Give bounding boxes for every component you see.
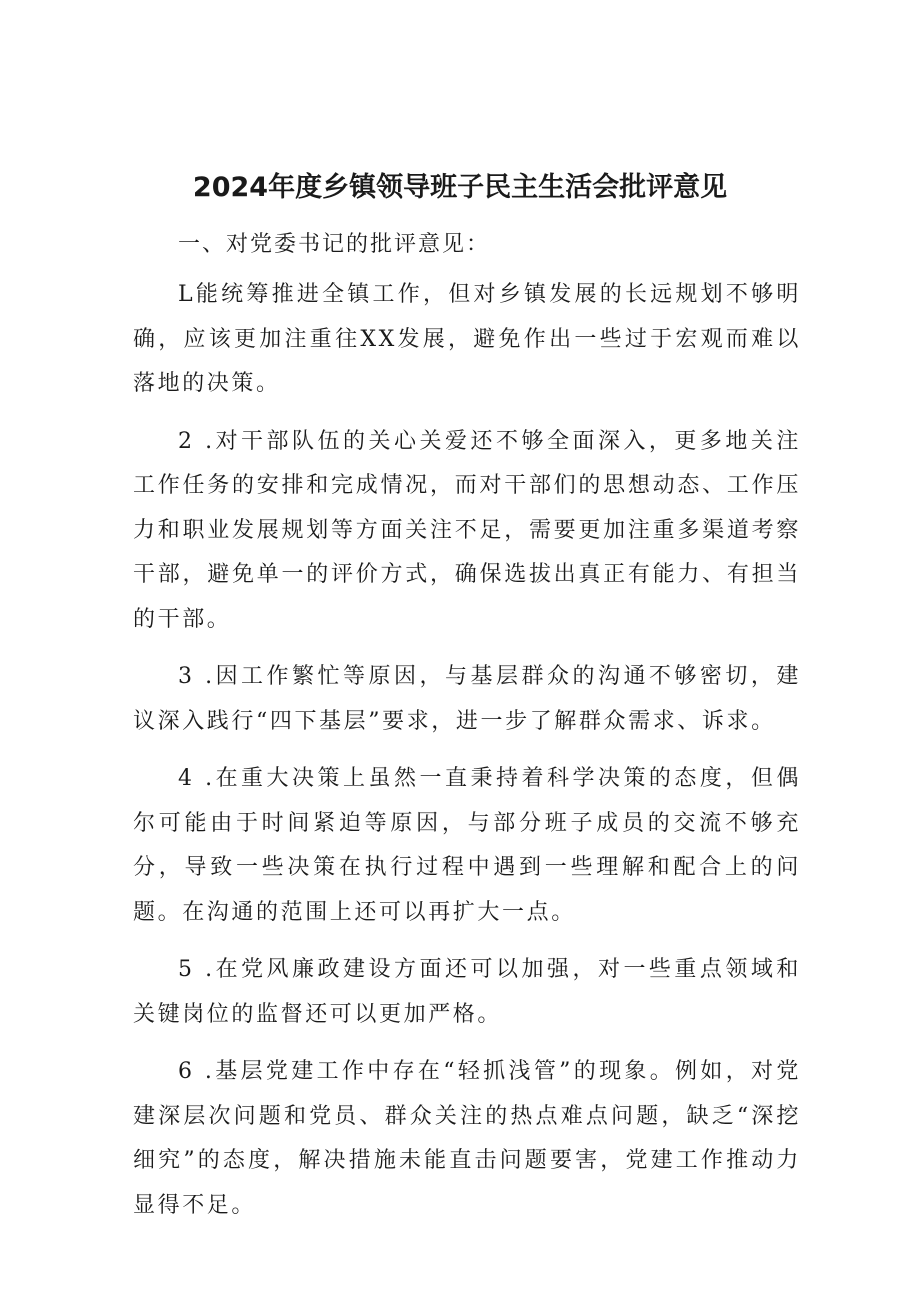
paragraph-6: 6 .基层党建工作中存在“轻抓浅管”的现象。例如，对党建深层次问题和党员、群众关注的热点难点问题，缺乏“深挖细究”的态度，解决措施未能直击问题要害，党建工作推动力显得不足。 <box>133 1059 801 1218</box>
paragraph-1: L能统筹推进全镇工作，但对乡镇发展的长远规划不够明确，应该更加注重往XX发展，避免作出一些过于宏观而难以落地的决策。 <box>133 282 801 396</box>
paragraph-5: 5 .在党风廉政建设方面还可以加强，对一些重点领域和关键岗位的监督还可以更加严格。 <box>133 957 801 1027</box>
document-body <box>133 273 801 1241</box>
section-heading: 一、对党委书记的批评意见： <box>178 232 491 257</box>
document-title: 2024年度乡镇领导班子民主生活会批评意见 <box>192 172 728 203</box>
paragraph-2: 2 .对干部队伍的关心关爱还不够全面深入，更多地关注工作任务的安排和完成情况，而对干部们的思想动态、工作压力和职业发展规划等方面关注不足，需要更加注重多渠道考察干部，避免单一的评价方式，确保选拔出真正有能力、有担当的干部。 <box>133 428 801 632</box>
paragraph-3: 3 .因工作繁忙等原因，与基层群众的沟通不够密切，建议深入践行“四下基层”要求，进一步了解群众需求、诉求。 <box>133 664 801 734</box>
paragraph-4: 4 .在重大决策上虽然一直秉持着科学决策的态度，但偶尔可能由于时间紧迫等原因，与部分班子成员的交流不够充分，导致一些决策在执行过程中遇到一些理解和配合上的问题。在沟通的范围上还可以再扩大一点。 <box>133 766 801 925</box>
